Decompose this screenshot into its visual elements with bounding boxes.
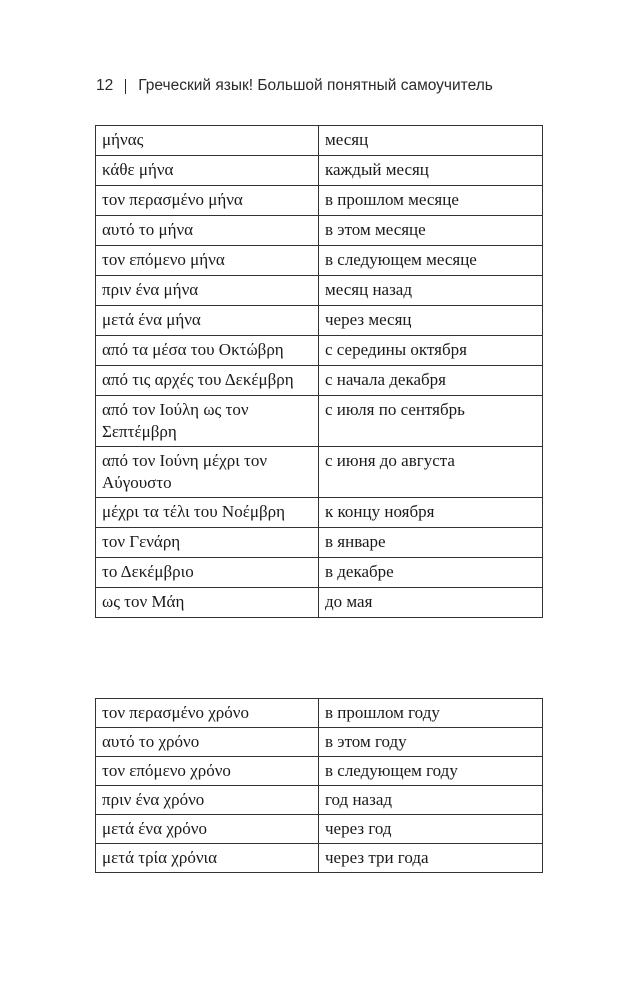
table-row <box>96 447 543 498</box>
greek-cell: μετά ένα μήνα <box>96 306 319 336</box>
table-row <box>96 126 543 156</box>
book-title: Греческий язык! Большой понятный самоучитель <box>138 77 493 94</box>
greek-cell: αυτό το μήνα <box>96 216 319 246</box>
greek-cell: αυτό το χρόνο <box>96 728 319 757</box>
russian-cell: в декабре <box>319 558 543 588</box>
russian-cell: в этом году <box>319 728 543 757</box>
russian-cell: с июля по сентябрь <box>319 396 543 447</box>
russian-cell: через месяц <box>319 306 543 336</box>
table-row <box>96 186 543 216</box>
greek-cell: από τον Ιούνη μέχρι τον Αύγουστο <box>96 447 319 498</box>
years-vocabulary-table <box>95 698 543 873</box>
table-row <box>96 699 543 728</box>
table-row <box>96 246 543 276</box>
page-number: 12 <box>96 77 114 94</box>
table-row <box>96 216 543 246</box>
russian-cell: месяц назад <box>319 276 543 306</box>
greek-cell: τον επόμενο μήνα <box>96 246 319 276</box>
table-row <box>96 558 543 588</box>
russian-cell: через три года <box>319 844 543 873</box>
russian-cell: в следующем месяце <box>319 246 543 276</box>
table-row <box>96 786 543 815</box>
table-row <box>96 528 543 558</box>
months-vocabulary-table <box>95 125 543 618</box>
greek-cell: το Δεκέμβριο <box>96 558 319 588</box>
greek-cell: μετά ένα χρόνο <box>96 815 319 844</box>
table-row <box>96 396 543 447</box>
russian-cell: в январе <box>319 528 543 558</box>
table-row <box>96 588 543 618</box>
greek-cell: ως τον Μάη <box>96 588 319 618</box>
greek-cell: κάθε μήνα <box>96 156 319 186</box>
greek-cell: τον περασμένο χρόνο <box>96 699 319 728</box>
russian-cell: каждый месяц <box>319 156 543 186</box>
greek-cell: μήνας <box>96 126 319 156</box>
table-row <box>96 276 543 306</box>
greek-cell: πριν ένα μήνα <box>96 276 319 306</box>
greek-cell: τον επόμενο χρόνο <box>96 757 319 786</box>
russian-cell: месяц <box>319 126 543 156</box>
table-row <box>96 498 543 528</box>
russian-cell: в этом месяце <box>319 216 543 246</box>
greek-cell: τον περασμένο μήνα <box>96 186 319 216</box>
greek-cell: από τα μέσα του Οκτώβρη <box>96 336 319 366</box>
russian-cell: в следующем году <box>319 757 543 786</box>
table-row <box>96 306 543 336</box>
table-row <box>96 366 543 396</box>
greek-cell: μέχρι τα τέλι του Νοέμβρη <box>96 498 319 528</box>
russian-cell: с середины октября <box>319 336 543 366</box>
table-row <box>96 728 543 757</box>
header-divider <box>125 79 126 94</box>
russian-cell: к концу ноября <box>319 498 543 528</box>
greek-cell: από τις αρχές του Δεκέμβρη <box>96 366 319 396</box>
table-row <box>96 815 543 844</box>
russian-cell: в прошлом году <box>319 699 543 728</box>
russian-cell: с июня до августа <box>319 447 543 498</box>
russian-cell: в прошлом месяце <box>319 186 543 216</box>
russian-cell: с начала декабря <box>319 366 543 396</box>
greek-cell: μετά τρία χρόνια <box>96 844 319 873</box>
table-row <box>96 156 543 186</box>
table-row <box>96 844 543 873</box>
table-row <box>96 757 543 786</box>
russian-cell: через год <box>319 815 543 844</box>
greek-cell: πριν ένα χρόνο <box>96 786 319 815</box>
table-row <box>96 336 543 366</box>
russian-cell: год назад <box>319 786 543 815</box>
greek-cell: από τον Ιούλη ως τον Σεπτέμβρη <box>96 396 319 447</box>
greek-cell: τον Γενάρη <box>96 528 319 558</box>
russian-cell: до мая <box>319 588 543 618</box>
running-head <box>96 74 493 98</box>
